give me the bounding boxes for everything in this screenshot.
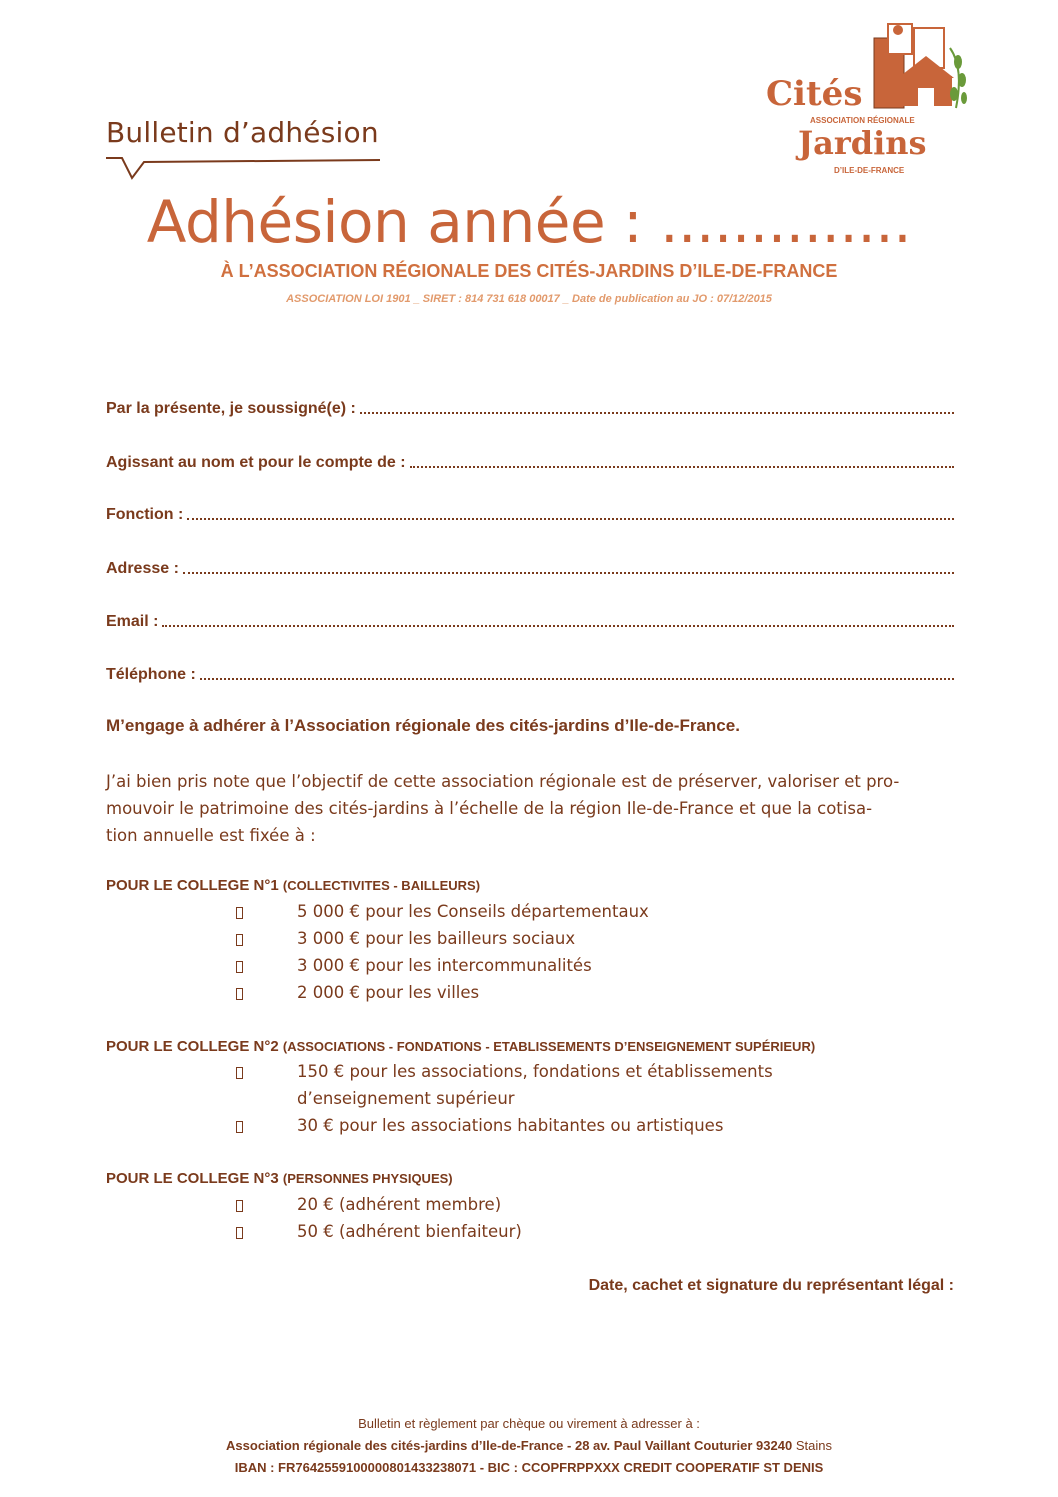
checkbox[interactable] <box>236 934 243 946</box>
college-sub-text: (ASSOCIATIONS - FONDATIONS - ETABLISSEMENTS D’ENSEIGNEMENT SUPÉRIEUR) <box>282 1039 816 1054</box>
college-sub-text: (COLLECTIVITES - BAILLEURS) <box>282 878 481 893</box>
dotted-input-line[interactable] <box>183 572 954 574</box>
option-label: 50 € (adhérent bienfaiteur) <box>297 1222 522 1241</box>
field-compte[interactable] <box>106 450 954 472</box>
field-email[interactable] <box>106 609 954 631</box>
legal-line: ASSOCIATION LOI 1901 _ SIRET : 814 731 618 00017 _ Date de publication au JO : 07/12/2015 <box>286 293 772 305</box>
main-title: Adhésion année : .............. <box>146 188 912 256</box>
logo <box>764 18 974 188</box>
college-head-text: POUR LE COLLEGE N°3 <box>106 1170 279 1187</box>
checkbox[interactable] <box>236 961 243 973</box>
checkbox[interactable] <box>236 1200 243 1212</box>
footer-line-1: Bulletin et règlement par chèque ou virement à adresser à : <box>358 1416 700 1431</box>
option-label: 5 000 € pour les Conseils départementaux <box>297 902 649 921</box>
subtitle: À L’ASSOCIATION RÉGIONALE DES CITÉS-JARDINS D’ILE-DE-FRANCE <box>220 261 838 281</box>
logo-line2: ASSOCIATION RÉGIONALE <box>810 116 915 125</box>
option-label: 20 € (adhérent membre) <box>297 1195 502 1214</box>
field-label: Par la présente, je soussigné(e) : <box>106 400 356 417</box>
logo-line1: Cités <box>766 74 863 114</box>
option-label-continued: d’enseignement supérieur <box>297 1089 515 1108</box>
college-sub-text: (PERSONNES PHYSIQUES) <box>282 1171 453 1186</box>
intro-paragraph <box>106 768 966 849</box>
engagement-text: M’engage à adhérer à l’Association régionale des cités-jardins d’Ile-de-France. <box>106 716 740 735</box>
intro-line: mouvoir le patrimoine des cités-jardins à l’échelle de la région Ile-de-France et que la cotisa- <box>106 799 873 818</box>
option-label: 3 000 € pour les intercommunalités <box>297 956 592 975</box>
field-telephone[interactable] <box>106 662 954 684</box>
field-label: Fonction : <box>106 506 184 523</box>
college-head-text: POUR LE COLLEGE N°1 <box>106 877 279 894</box>
option-label: 3 000 € pour les bailleurs sociaux <box>297 929 576 948</box>
footer-city: Stains <box>792 1438 832 1453</box>
intro-line: tion annuelle est fixée à : <box>106 826 316 845</box>
field-label: Agissant au nom et pour le compte de : <box>106 454 406 471</box>
college-1-heading <box>106 877 480 894</box>
field-soussigne[interactable] <box>106 396 954 418</box>
dotted-input-line[interactable] <box>187 518 954 520</box>
dotted-input-line[interactable] <box>360 412 954 414</box>
field-label: Téléphone : <box>106 666 196 683</box>
option-label: 150 € pour les associations, fondations et établissements <box>297 1062 773 1081</box>
intro-line: J’ai bien pris note que l’objectif de cette association régionale est de préserver, valoriser et pro- <box>106 772 900 791</box>
dotted-input-line[interactable] <box>162 625 954 627</box>
field-label: Email : <box>106 613 159 630</box>
bulletin-title: Bulletin d’adhésion <box>106 116 379 149</box>
option-label: 30 € pour les associations habitantes ou artistiques <box>297 1116 724 1135</box>
option-label: 2 000 € pour les villes <box>297 983 480 1002</box>
footer-address: Association régionale des cités-jardins d’Ile-de-France - 28 av. Paul Vaillant Couturier 93240 <box>226 1438 793 1453</box>
college-head-text: POUR LE COLLEGE N°2 <box>106 1038 279 1055</box>
field-label: Adresse : <box>106 560 179 577</box>
checkbox[interactable] <box>236 1227 243 1239</box>
logo-line4: D’ILE-DE-FRANCE <box>834 166 905 175</box>
checkbox[interactable] <box>236 907 243 919</box>
field-adresse[interactable] <box>106 556 954 578</box>
dotted-input-line[interactable] <box>200 678 954 680</box>
footer-line-2 <box>0 1438 1058 1453</box>
checkbox[interactable] <box>236 988 243 1000</box>
footer-line-3: IBAN : FR7642559100000801433238071 - BIC : CCOPFRPPXXX CREDIT COOPERATIF ST DENIS <box>234 1460 824 1475</box>
speech-bubble-line <box>104 148 384 182</box>
college-3-heading <box>106 1170 453 1187</box>
checkbox[interactable] <box>236 1067 243 1079</box>
college-2-heading <box>106 1038 815 1055</box>
signature-label: Date, cachet et signature du représentant légal : <box>588 1277 954 1294</box>
field-fonction[interactable] <box>106 502 954 524</box>
dotted-input-line[interactable] <box>410 466 954 468</box>
logo-line3: Jardins <box>798 124 927 162</box>
checkbox[interactable] <box>236 1121 243 1133</box>
